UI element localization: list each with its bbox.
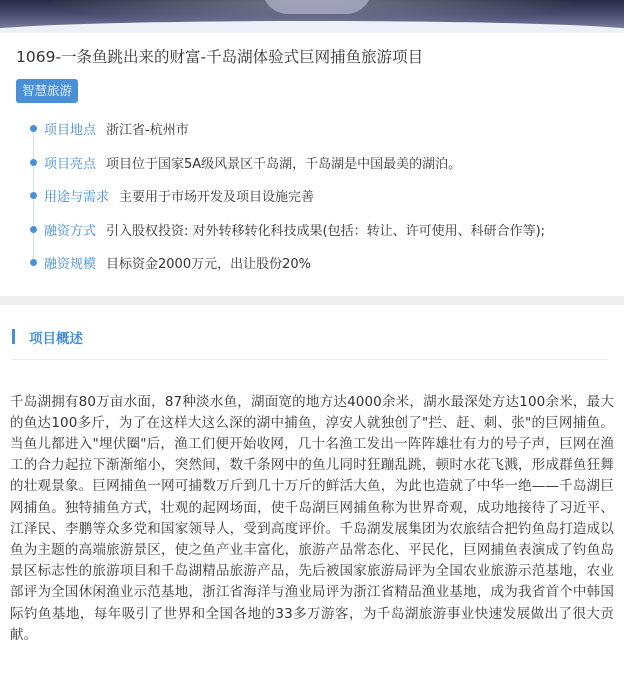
info-row-location [30,112,608,146]
info-value: 项目位于国家5A级风景区千岛湖，千岛湖是中国最美的湖泊。 [106,156,462,172]
bullet-dot-icon [30,159,37,166]
project-title: 1069-一条鱼跳出来的财富-千岛湖体验式巨网捕鱼旅游项目 [16,48,424,66]
overview-section-header [12,327,608,360]
info-label: 融资规模 [44,257,97,273]
info-row-highlights [30,146,608,180]
info-row-financing-method [30,213,608,247]
overview-text: 千岛湖拥有80万亩水面，87种淡水鱼，湖面宽的地方达4000余米，湖水最深处方达100余米，最大的鱼达100多斤，为了在这样大这么深的湖中捕鱼，淳安人就独创了"拦、赶、刺、张"的巨网捕鱼。当鱼儿都进入"埋伏圈"后，渔工们便开始收网，几十名渔工发出一阵阵雄壮有力的号子声，巨网在渔工的合力起拉下渐渐缩小，突然间，数千条网中的鱼儿同时狂蹦乱跳，顿时水花飞溅，形成群鱼狂舞的壮观景象。巨网捕鱼一网可捕数万斤到几十万斤的鲜活大鱼，为此也造就了中华一绝——千岛湖巨网捕鱼。独特捕鱼方式，壮观的起网场面，使千岛湖巨网捕鱼称为世界奇观，成功地接待了习近平、江泽民、李鹏等众多党和国家领导人，受到高度评价。千岛湖发展集团为农旅结合把钓鱼岛打造成以鱼为主题的高端旅游景区，使之鱼产业丰富化，旅游产品常态化、平民化，巨网捕鱼表演成了钓鱼岛景区标志性的旅游项目和千岛湖精品旅游产品，先后被国家旅游局评为全国农业旅游示范基地，农业部评为全国休闲渔业示范基地，浙江省海洋与渔业局评为浙江省精品渔业基地，成为我省首个中韩国际钓鱼基地，每年吸引了世界和全国各地的33多万游客，为千岛湖旅游事业快速发展做出了很大贡献。 [10,393,614,643]
info-value: 浙江省-杭州市 [106,123,189,139]
info-label: 项目亮点 [44,156,97,172]
bullet-dot-icon [30,192,37,199]
info-row-purpose [30,179,608,213]
info-label: 用途与需求 [44,190,110,206]
info-value: 主要用于市场开发及项目设施完善 [119,190,315,206]
overview-title: 项目概述 [29,330,83,347]
bullet-dot-icon [30,125,37,132]
hero-banner-image [0,0,624,33]
category-tag[interactable]: 智慧旅游 [16,79,78,103]
info-label: 项目地点 [44,123,97,139]
info-row-financing-scale [30,246,608,280]
hero-wave [0,21,624,33]
project-info-list [16,112,608,280]
info-value: 引入股权投资: 对外转移转化科技成果(包括：转让、许可使用、科研合作等); [106,223,546,239]
project-card [0,46,624,280]
info-label: 融资方式 [44,223,97,239]
bullet-dot-icon [30,226,37,233]
section-accent-bar [12,329,15,344]
info-value: 目标资金2000万元，出让股份20% [106,257,311,273]
section-separator [0,296,624,305]
hero-bowl-shape [262,0,372,14]
bullet-dot-icon [30,259,37,266]
